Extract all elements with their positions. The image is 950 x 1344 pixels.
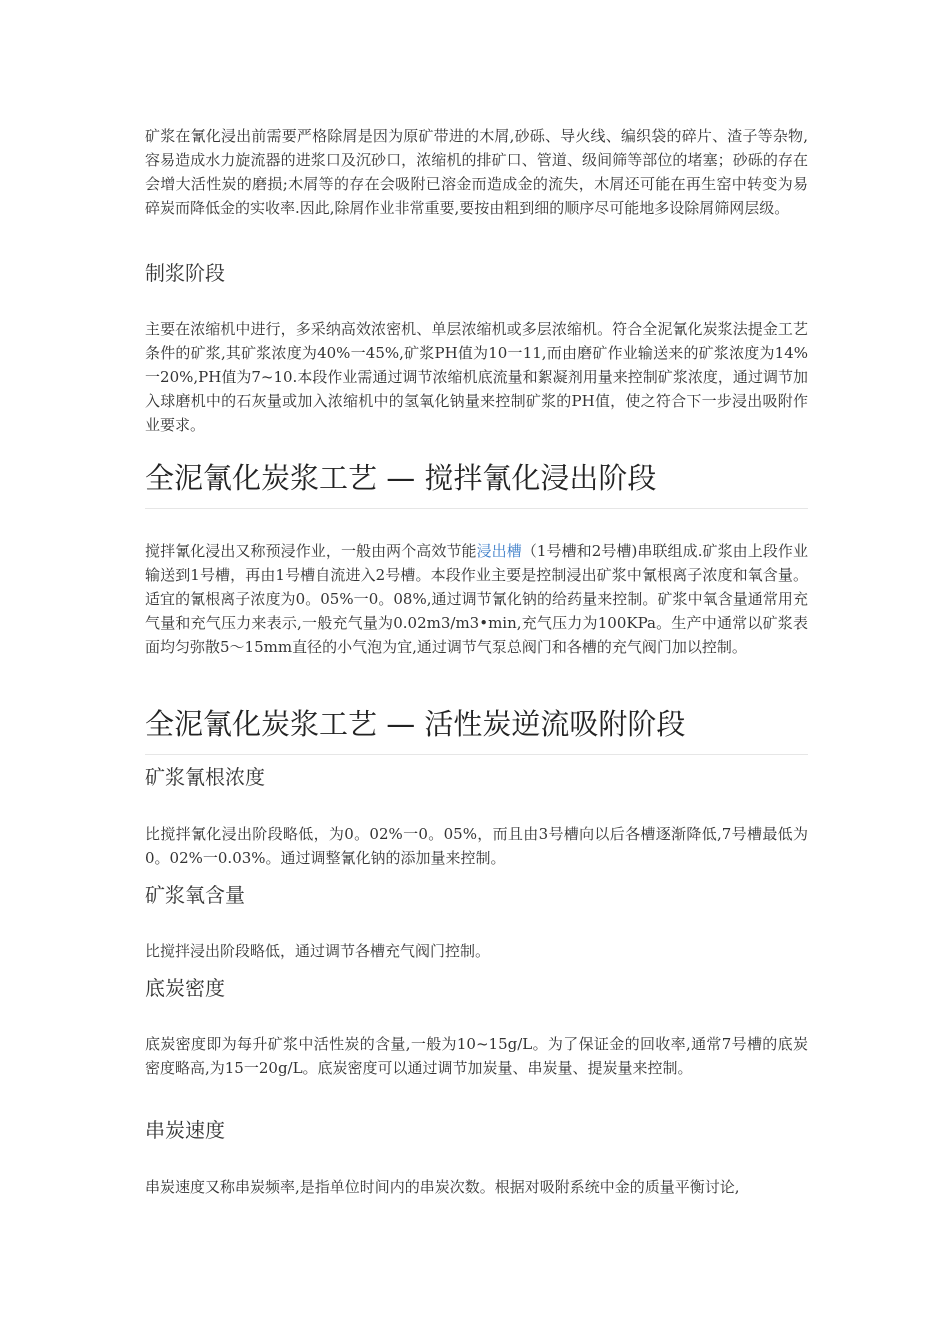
carbon-transfer-speed-paragraph: 串炭速度又称串炭频率,是指单位时间内的串炭次数。根据对吸附系统中金的质量平衡讨论, [145,1178,740,1196]
cyanide-concentration-heading: 矿浆氰根浓度 [145,765,265,789]
carbon-transfer-speed-heading: 串炭速度 [145,1118,225,1142]
pulping-heading: 制浆阶段 [145,261,225,285]
intro-paragraph: 矿浆在氰化浸出前需要严格除屑是因为原矿带进的木屑,砂砾、导火线、编织袋的碎片、渣子等杂物,容易造成水力旋流器的进浆口及沉砂口，浓缩机的排矿口、管道、级间筛等部位的堵塞；砂砾的存在会增大活性炭的磨损;木屑等的存在会吸附已溶金而造成金的流失，木屑还可能在再生窑中转变为易碎炭而降低金的实收率.因此,除屑作业非常重要,要按由粗到细的顺序尽可能地多设除屑筛网层级。 [145,127,808,217]
leaching-tank-link[interactable]: 浸出槽 [476,542,522,560]
cyanide-concentration-paragraph: 比搅拌氰化浸出阶段略低，为0。02%一0。05%，而且由3号槽向以后各槽逐渐降低,7号槽最低为0。02%一0.03%。通过调整氰化钠的添加量来控制。 [145,825,808,867]
leaching-text-before-link: 搅拌氰化浸出又称预浸作业，一般由两个高效节能 [145,542,477,560]
pulping-paragraph: 主要在浓缩机中进行，多采纳高效浓密机、单层浓缩机或多层浓缩机。符合全泥氰化炭浆法提金工艺条件的矿浆,其矿浆浓度为40%一45%,矿浆PH值为10一11,而由磨矿作业输送来的矿浆浓度为14%一20%,PH值为7~10.本段作业需通过调节浓缩机底流量和絮凝剂用量来控制矿浆浓度，通过调节加入球磨机中的石灰量或加入浓缩机中的氢氧化钠量来控制矿浆的PH值，使之符合下一步浸出吸附作业要求。 [145,320,808,434]
leaching-heading: 全泥氰化炭浆工艺 — 搅拌氰化浸出阶段 [145,458,808,509]
oxygen-content-heading: 矿浆氧含量 [145,883,245,907]
carbon-density-heading: 底炭密度 [145,976,225,1000]
leaching-paragraph [145,539,808,659]
carbon-density-paragraph: 底炭密度即为每升矿浆中活性炭的含量,一般为10~15g/L。为了保证金的回收率,通常7号槽的底炭密度略高,为15一20g/L。底炭密度可以通过调节加炭量、串炭量、提炭量来控制。 [145,1035,808,1077]
oxygen-content-paragraph: 比搅拌浸出阶段略低，通过调节各槽充气阀门控制。 [145,942,491,960]
adsorption-heading: 全泥氰化炭浆工艺 — 活性炭逆流吸附阶段 [145,704,808,755]
leaching-text-after-link: （1号槽和2号槽)串联组成.矿浆由上段作业输送到1号槽，再由1号槽自流进入2号槽。本段作业主要是控制浸出矿浆中氰根离子浓度和氧含量。适宜的氰根离子浓度为0。05%一0。08%,通过调节氰化钠的给药量来控制。矿浆中氧含量通常用充气量和充气压力来表示,一般充气量为0.02m3/m3•min,充气压力为100KPa。生产中通常以矿浆表面均匀弥散5～15mm直径的小气泡为宜,通过调节气泵总阀门和各槽的充气阀门加以控制。 [145,542,808,656]
